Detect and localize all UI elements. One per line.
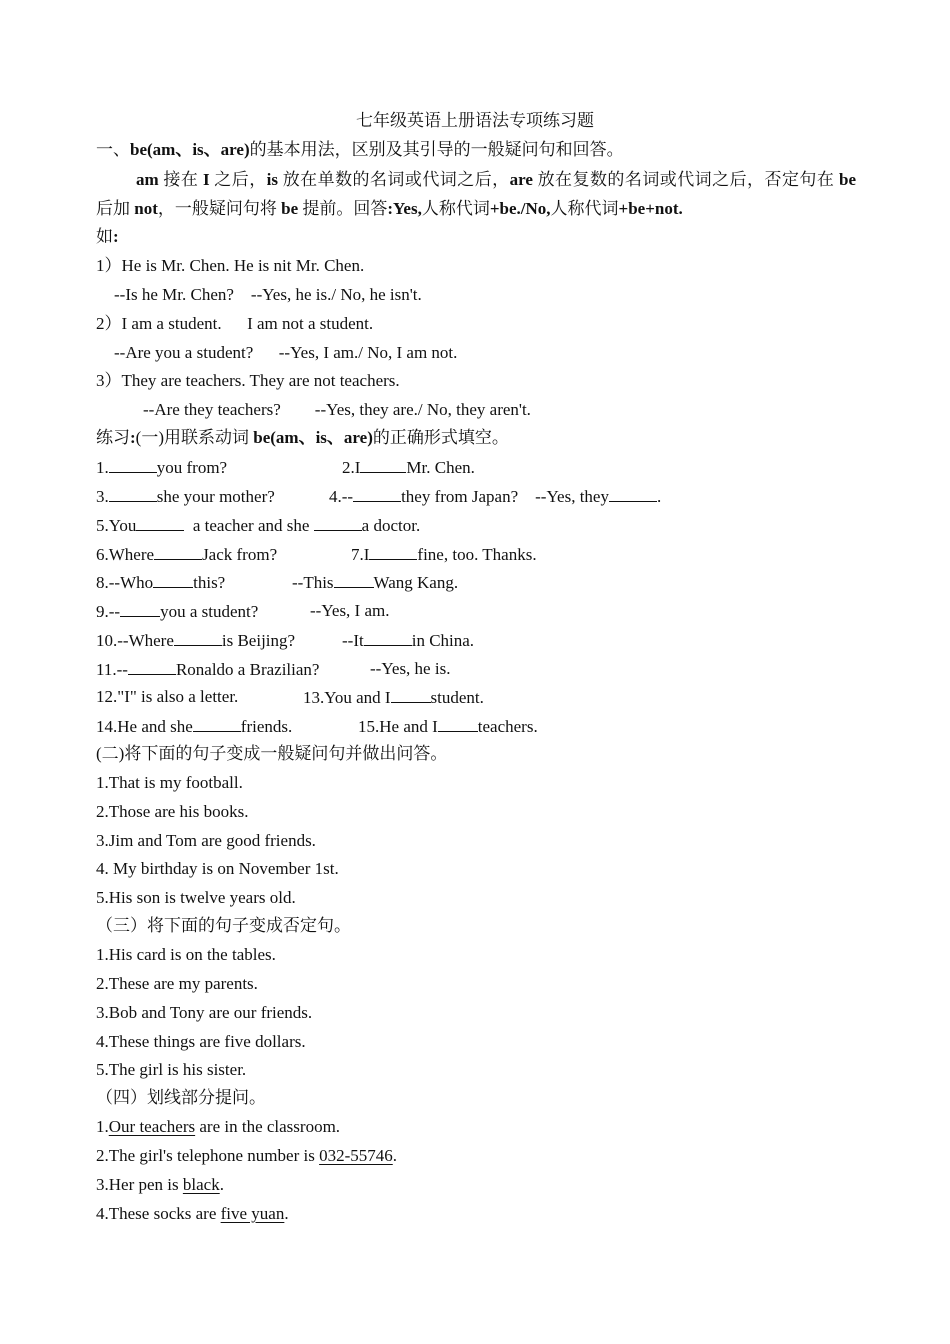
section1-heading-bold: be(am、is、are) — [130, 140, 250, 159]
rule-text: 放在复数的名词或代词之后，否定句在 — [532, 170, 840, 189]
underlined-part: five yuan — [220, 1204, 285, 1223]
answer-blank[interactable] — [174, 631, 222, 646]
question-text: 9.-- — [96, 602, 121, 621]
page-title: 七年级英语上册语法专项练习题 — [356, 111, 594, 130]
question-1 — [96, 458, 227, 476]
underlined-part: black — [182, 1175, 220, 1194]
question-text: friends. — [240, 717, 293, 736]
list-item — [96, 1205, 289, 1222]
question-text: a doctor. — [361, 516, 421, 535]
question-3 — [96, 487, 275, 505]
item-text: are in the classroom. — [195, 1117, 341, 1136]
practice3-heading: （三）将下面的句子变成否定句。 — [96, 916, 351, 935]
answer-blank[interactable] — [360, 458, 406, 473]
list-item — [96, 1147, 397, 1164]
question-12: 12."I" is also a letter. — [96, 687, 239, 706]
list-item: 4. My birthday is on November 1st. — [96, 859, 339, 878]
rule-text: be — [281, 199, 299, 218]
item-text: 4.These socks are — [96, 1204, 221, 1223]
question-7 — [351, 545, 537, 563]
item-text: 3.Her pen is — [96, 1175, 183, 1194]
practice1-heading — [96, 429, 509, 446]
list-item: 4.These things are five dollars. — [96, 1032, 306, 1051]
rule-text: :Yes, — [387, 199, 422, 218]
heading-text: (一)用联系动词 — [135, 428, 254, 447]
list-item: 1.His card is on the tables. — [96, 945, 276, 964]
question-text: in China. — [411, 631, 475, 650]
question-10 — [96, 631, 295, 649]
question-text: 3. — [96, 487, 109, 506]
question-9-answer: --Yes, I am. — [310, 601, 390, 620]
question-8 — [96, 573, 225, 591]
rule-text: be — [839, 170, 857, 189]
rule-text: ，一般疑问句将 — [157, 199, 282, 218]
answer-blank[interactable] — [391, 688, 431, 703]
question-text: you a student? — [160, 602, 259, 621]
example-line: 1）He is Mr. Chen. He is nit Mr. Chen. — [96, 256, 365, 275]
answer-blank[interactable] — [364, 631, 412, 646]
answer-blank[interactable] — [353, 487, 401, 502]
heading-text: be(am、is、are) — [253, 428, 373, 447]
rule-text: 人称代词 — [550, 199, 619, 218]
practice4-heading: （四）划线部分提问。 — [96, 1088, 266, 1107]
question-text: student. — [430, 688, 484, 707]
question-text: 4.-- — [329, 487, 354, 506]
rule-text: is — [266, 170, 279, 189]
list-item: 5.His son is twelve years old. — [96, 888, 296, 907]
question-5 — [96, 516, 420, 534]
question-text: --It — [342, 631, 364, 650]
rule-text: 放在单数的名词或代词之后， — [278, 170, 510, 189]
question-text: fine, too. Thanks. — [417, 545, 537, 564]
answer-blank[interactable] — [369, 545, 417, 560]
question-text: Ronaldo a Brazilian? — [175, 660, 320, 679]
question-text: --This — [292, 573, 334, 592]
question-text: 8.--Who — [96, 573, 154, 592]
list-item: 3.Bob and Tony are our friends. — [96, 1003, 313, 1022]
answer-blank[interactable] — [154, 545, 202, 560]
list-item: 5.The girl is his sister. — [96, 1060, 247, 1079]
question-14 — [96, 717, 292, 735]
question-text: 10.--Where — [96, 631, 174, 650]
rule-text: are — [509, 170, 533, 189]
question-9 — [96, 602, 258, 620]
question-text: Mr. Chen. — [406, 458, 475, 477]
answer-blank[interactable] — [109, 458, 157, 473]
list-item — [96, 1176, 224, 1193]
question-13 — [303, 688, 484, 706]
example-line: --Is he Mr. Chen? --Yes, he is./ No, he isn't. — [114, 285, 422, 304]
answer-blank[interactable] — [109, 487, 157, 502]
rule-text: am — [136, 170, 159, 189]
heading-text: 的正确形式填空。 — [372, 428, 509, 447]
question-text: 1. — [96, 458, 109, 477]
example-label-text: 如 — [96, 227, 113, 246]
underlined-part: 032-55746 — [319, 1146, 393, 1165]
answer-blank[interactable] — [438, 717, 478, 732]
rule-text: I — [202, 170, 210, 189]
answer-blank[interactable] — [153, 573, 193, 588]
heading-text: : — [130, 428, 136, 447]
question-text: 11.-- — [96, 660, 128, 679]
question-text: . — [656, 487, 662, 506]
question-11-answer: --Yes, he is. — [370, 659, 451, 678]
answer-blank[interactable] — [136, 516, 184, 531]
question-text: Jack from? — [202, 545, 278, 564]
list-item — [96, 1118, 340, 1135]
item-text: . — [219, 1175, 224, 1194]
question-text: is Beijing? — [221, 631, 296, 650]
question-text: this? — [193, 573, 226, 592]
question-text: 7.I — [351, 545, 370, 564]
heading-text: 练习 — [96, 428, 130, 447]
example-label — [96, 228, 119, 245]
item-text: . — [392, 1146, 397, 1165]
item-text: . — [284, 1204, 289, 1223]
question-text: 13.You and I — [303, 688, 391, 707]
rule-text: 人称代词 — [421, 199, 490, 218]
question-10-answer — [342, 631, 474, 649]
question-4 — [329, 487, 661, 505]
item-text: 1. — [96, 1117, 109, 1136]
question-text: you from? — [156, 458, 228, 477]
rule-text: 提前。回答 — [298, 199, 388, 218]
rule-text: +be./No, — [489, 199, 551, 218]
question-text: she your mother? — [156, 487, 275, 506]
question-text: Wang Kang. — [373, 573, 459, 592]
item-text: 2.The girl's telephone number is — [96, 1146, 320, 1165]
question-text: 15.He and I — [358, 717, 438, 736]
rule-text: +be+not. — [618, 199, 683, 218]
rule-text: 后加 — [96, 199, 135, 218]
section1-heading-rest: 的基本用法，区别及其引导的一般疑问句和回答。 — [249, 140, 624, 159]
question-text: 6.Where — [96, 545, 155, 564]
answer-blank[interactable] — [314, 516, 362, 531]
example-line: 3）They are teachers. They are not teachers. — [96, 371, 400, 390]
question-text: 14.He and she — [96, 717, 193, 736]
list-item: 2.Those are his books. — [96, 802, 249, 821]
example-label-colon: : — [113, 227, 119, 246]
question-11 — [96, 660, 319, 678]
question-2 — [342, 458, 475, 476]
question-15 — [358, 717, 538, 735]
section1-heading — [96, 141, 624, 158]
practice2-heading: (二)将下面的句子变成一般疑问句并做出问答。 — [96, 744, 448, 763]
example-line: --Are you a student? --Yes, I am./ No, I am not. — [114, 343, 458, 362]
question-text: 2.I — [342, 458, 361, 477]
answer-blank[interactable] — [609, 487, 657, 502]
answer-blank[interactable] — [128, 660, 176, 675]
rule-text: not — [134, 199, 158, 218]
list-item: 3.Jim and Tom are good friends. — [96, 831, 316, 850]
question-text: 5.You — [96, 516, 137, 535]
example-line: --Are they teachers? --Yes, they are./ No, they aren't. — [143, 400, 531, 419]
question-text: a teacher and she — [184, 516, 314, 535]
rule-text: 之后， — [209, 170, 267, 189]
underlined-part: Our teachers — [108, 1117, 196, 1136]
example-line: 2）I am a student. I am not a student. — [96, 314, 374, 333]
question-text: teachers. — [477, 717, 538, 736]
list-item: 1.That is my football. — [96, 773, 243, 792]
grammar-rule-paragraph — [96, 165, 856, 223]
question-8-answer — [292, 573, 458, 591]
question-6 — [96, 545, 277, 563]
answer-blank[interactable] — [334, 573, 374, 588]
rule-text: 接在 — [158, 170, 203, 189]
answer-blank[interactable] — [120, 602, 160, 617]
question-text: they from Japan? --Yes, they — [401, 487, 609, 506]
section1-heading-prefix: 一、 — [96, 140, 130, 159]
answer-blank[interactable] — [193, 717, 241, 732]
list-item: 2.These are my parents. — [96, 974, 258, 993]
